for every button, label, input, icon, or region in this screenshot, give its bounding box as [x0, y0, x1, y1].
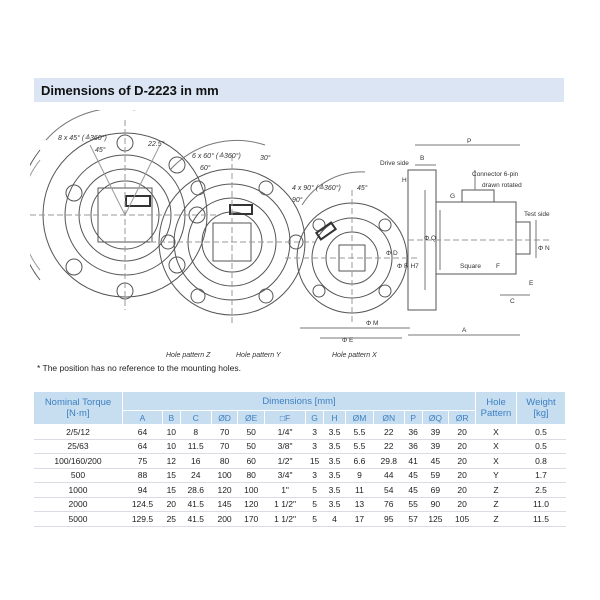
- dimension-cell: 5: [306, 497, 324, 512]
- dimension-cell: 20: [449, 439, 476, 454]
- dimension-cell: 1/4": [265, 425, 306, 440]
- dim-f-label: F: [496, 263, 500, 270]
- dimension-cell: 105: [449, 512, 476, 527]
- torque-cell: 2000: [34, 497, 123, 512]
- dimension-cell: 41.5: [180, 497, 211, 512]
- dimension-cell: 50: [238, 425, 265, 440]
- drawn-rotated-label: drawn rotated: [482, 182, 522, 189]
- dimension-cell: 39: [422, 425, 449, 440]
- table-row: [34, 454, 566, 469]
- dimension-cell: 10: [162, 439, 180, 454]
- dimension-cell: 100: [238, 483, 265, 498]
- column-header: P: [404, 411, 422, 425]
- dim-b-label: B: [420, 155, 425, 162]
- dimension-cell: 70: [211, 439, 238, 454]
- dim-c-label: C: [510, 298, 515, 305]
- dimension-cell: 15: [162, 468, 180, 483]
- dim-p-label: P: [467, 138, 472, 145]
- dimension-cell: 20: [449, 425, 476, 440]
- square-label: Square: [460, 263, 481, 270]
- page-title: Dimensions of D-2223 in mm: [41, 82, 219, 98]
- dimension-cell: 22: [373, 439, 404, 454]
- dimension-cell: 3.5: [323, 497, 345, 512]
- dimension-cell: 22: [373, 425, 404, 440]
- dimension-cell: 54: [373, 483, 404, 498]
- dimension-cell: 20: [449, 497, 476, 512]
- dimension-cell: 20: [162, 497, 180, 512]
- drive-side-label: Drive side: [380, 160, 409, 167]
- dim-g-label: G: [450, 193, 456, 200]
- weight-cell: 11.0: [517, 497, 566, 512]
- dimension-cell: 45: [422, 454, 449, 469]
- flange3-label-angle: 90°: [292, 197, 303, 204]
- table-row: [34, 425, 566, 440]
- footnote: * The position has no reference to the mounting holes.: [37, 363, 241, 373]
- flange-x: [285, 172, 420, 338]
- dimension-cell: 3.5: [323, 439, 345, 454]
- dimension-cell: 4: [323, 512, 345, 527]
- flange1-label-angle: 45°: [95, 147, 106, 154]
- dimension-cell: 44: [373, 468, 404, 483]
- dimension-cell: 120: [211, 483, 238, 498]
- dimension-cell: 64: [123, 425, 163, 440]
- dimension-cell: 120: [238, 497, 265, 512]
- dimension-cell: 10: [162, 425, 180, 440]
- dimension-cell: 45: [404, 483, 422, 498]
- dimension-cell: 15: [306, 454, 324, 469]
- dimension-cell: 129.5: [123, 512, 163, 527]
- dimension-cell: 5.5: [346, 439, 374, 454]
- column-header: □F: [265, 411, 306, 425]
- dimension-cell: 41.5: [180, 512, 211, 527]
- column-header: ØM: [346, 411, 374, 425]
- dimension-cell: 76: [373, 497, 404, 512]
- dimension-cell: 124.5: [123, 497, 163, 512]
- column-header: ØR: [449, 411, 476, 425]
- hole-pattern-cell: X: [476, 439, 517, 454]
- dimension-cell: 100: [211, 468, 238, 483]
- technical-drawing: [30, 110, 570, 360]
- dimension-cell: 1/2": [265, 454, 306, 469]
- dimension-cell: 24: [180, 468, 211, 483]
- dimension-cell: 5: [306, 512, 324, 527]
- flange2-label-count: 6 x 60° (≙360°): [192, 153, 241, 160]
- dimension-cell: 55: [404, 497, 422, 512]
- dimension-cell: 3.5: [323, 425, 345, 440]
- dimension-cell: 1": [265, 483, 306, 498]
- dimension-cell: 8: [180, 425, 211, 440]
- dimension-cell: 15: [162, 483, 180, 498]
- dimension-cell: 80: [238, 468, 265, 483]
- column-header: A: [123, 411, 163, 425]
- hole-pattern-cell: X: [476, 425, 517, 440]
- table-row: [34, 497, 566, 512]
- dimension-cell: 11: [346, 483, 374, 498]
- table-row: [34, 483, 566, 498]
- dimension-cell: 64: [123, 439, 163, 454]
- torque-cell: 2/5/12: [34, 425, 123, 440]
- dimension-cell: 88: [123, 468, 163, 483]
- hole-pattern-cell: Z: [476, 512, 517, 527]
- dim-a-label: A: [462, 327, 467, 334]
- hole-pattern-y-label: Hole pattern Y: [236, 352, 281, 359]
- torque-header: [34, 392, 123, 425]
- dimension-cell: 3.5: [323, 454, 345, 469]
- dim-q-label: Φ Q: [424, 235, 437, 242]
- flange1-label-count: 8 x 45° (≙360°): [58, 135, 107, 142]
- title-bar: [34, 78, 564, 102]
- dimension-cell: 9: [346, 468, 374, 483]
- hole-pattern-x-label: Hole pattern X: [332, 352, 377, 359]
- dimension-cell: 80: [211, 454, 238, 469]
- dimension-cell: 25: [162, 512, 180, 527]
- flange-y: [150, 140, 315, 325]
- flange2-label-offset: 30°: [260, 155, 271, 162]
- dimension-cell: 75: [123, 454, 163, 469]
- column-header: B: [162, 411, 180, 425]
- torque-cell: 1000: [34, 483, 123, 498]
- table-row: [34, 512, 566, 527]
- weight-cell: 0.5: [517, 439, 566, 454]
- table-body: [34, 425, 566, 527]
- dimension-cell: 17: [346, 512, 374, 527]
- weight-cell: 0.8: [517, 454, 566, 469]
- column-header: H: [323, 411, 345, 425]
- dim-r-label: Φ R H7: [397, 263, 419, 270]
- dimension-cell: 3.5: [323, 483, 345, 498]
- torque-cell: 5000: [34, 512, 123, 527]
- dimension-cell: 70: [211, 425, 238, 440]
- dimensions-header: Dimensions [mm]: [123, 392, 476, 411]
- flange1-label-offset: 22.5°: [148, 141, 165, 148]
- hole-pattern-cell: X: [476, 454, 517, 469]
- dimension-cell: 3/8": [265, 439, 306, 454]
- dimension-cell: 41: [404, 454, 422, 469]
- dimension-cell: 11.5: [180, 439, 211, 454]
- dimension-cell: 5: [306, 483, 324, 498]
- weight-header: Weight [kg]: [517, 392, 566, 425]
- flange3-label-offset: 45°: [357, 185, 368, 192]
- dimension-cell: 45: [404, 468, 422, 483]
- dimension-cell: 1 1/2": [265, 497, 306, 512]
- dimension-cell: 50: [238, 439, 265, 454]
- dimension-cell: 3/4": [265, 468, 306, 483]
- column-header: ØN: [373, 411, 404, 425]
- dim-m-label: Φ M: [366, 320, 379, 327]
- hole-pattern-header: Hole Pattern: [476, 392, 517, 425]
- dimension-cell: 36: [404, 425, 422, 440]
- dim-e-small-label: E: [529, 280, 534, 287]
- torque-header-line1: Nominal Torque: [44, 397, 112, 408]
- hole-pattern-cell: Z: [476, 497, 517, 512]
- connector-label: Connector 6-pin: [472, 171, 519, 178]
- dimension-cell: 20: [449, 468, 476, 483]
- dimension-cell: 3.5: [323, 468, 345, 483]
- dimension-cell: 5.5: [346, 425, 374, 440]
- dimension-cell: 36: [404, 439, 422, 454]
- weight-cell: 1.7: [517, 468, 566, 483]
- flange2-label-angle: 60°: [200, 165, 211, 172]
- dim-n-label: Φ N: [538, 245, 550, 252]
- dimension-cell: 3: [306, 425, 324, 440]
- torque-cell: 25/63: [34, 439, 123, 454]
- table-row: [34, 439, 566, 454]
- hole-pattern-cell: Z: [476, 483, 517, 498]
- dimension-cell: 6.6: [346, 454, 374, 469]
- dimensions-table: [33, 391, 566, 527]
- column-header: ØD: [211, 411, 238, 425]
- dimension-cell: 57: [404, 512, 422, 527]
- dimension-cell: 125: [422, 512, 449, 527]
- dimension-cell: 39: [422, 439, 449, 454]
- dimension-cell: 95: [373, 512, 404, 527]
- torque-cell: 500: [34, 468, 123, 483]
- dimension-cell: 20: [449, 483, 476, 498]
- dimension-cell: 3: [306, 439, 324, 454]
- dimension-cell: 29.8: [373, 454, 404, 469]
- dimension-cell: 60: [238, 454, 265, 469]
- column-header: G: [306, 411, 324, 425]
- hole-pattern-cell: Y: [476, 468, 517, 483]
- dimension-cell: 145: [211, 497, 238, 512]
- table-row: [34, 468, 566, 483]
- dimension-cell: 69: [422, 483, 449, 498]
- column-header: C: [180, 411, 211, 425]
- torque-cell: 100/160/200: [34, 454, 123, 469]
- test-side-label: Test side: [524, 211, 550, 218]
- dim-d-label: Φ D: [386, 250, 398, 257]
- weight-cell: 0.5: [517, 425, 566, 440]
- weight-cell: 2.5: [517, 483, 566, 498]
- dimension-cell: 200: [211, 512, 238, 527]
- column-header: ØQ: [422, 411, 449, 425]
- dimension-cell: 28.6: [180, 483, 211, 498]
- dimension-cell: 59: [422, 468, 449, 483]
- hole-pattern-z-label: Hole pattern Z: [166, 352, 211, 359]
- dimension-cell: 16: [180, 454, 211, 469]
- dimension-cell: 20: [449, 454, 476, 469]
- dim-h-label: H: [402, 177, 407, 184]
- dimension-cell: 12: [162, 454, 180, 469]
- flange3-label-count: 4 x 90° (≙360°): [292, 185, 341, 192]
- dimension-cell: 170: [238, 512, 265, 527]
- weight-cell: 11.5: [517, 512, 566, 527]
- dimension-cell: 90: [422, 497, 449, 512]
- dimension-cell: 1 1/2": [265, 512, 306, 527]
- dimension-cell: 94: [123, 483, 163, 498]
- torque-header-line2: [N·m]: [66, 408, 90, 419]
- dimension-cell: 13: [346, 497, 374, 512]
- dimension-cell: 3: [306, 468, 324, 483]
- column-header: ØE: [238, 411, 265, 425]
- dim-e-label: Φ E: [342, 337, 354, 344]
